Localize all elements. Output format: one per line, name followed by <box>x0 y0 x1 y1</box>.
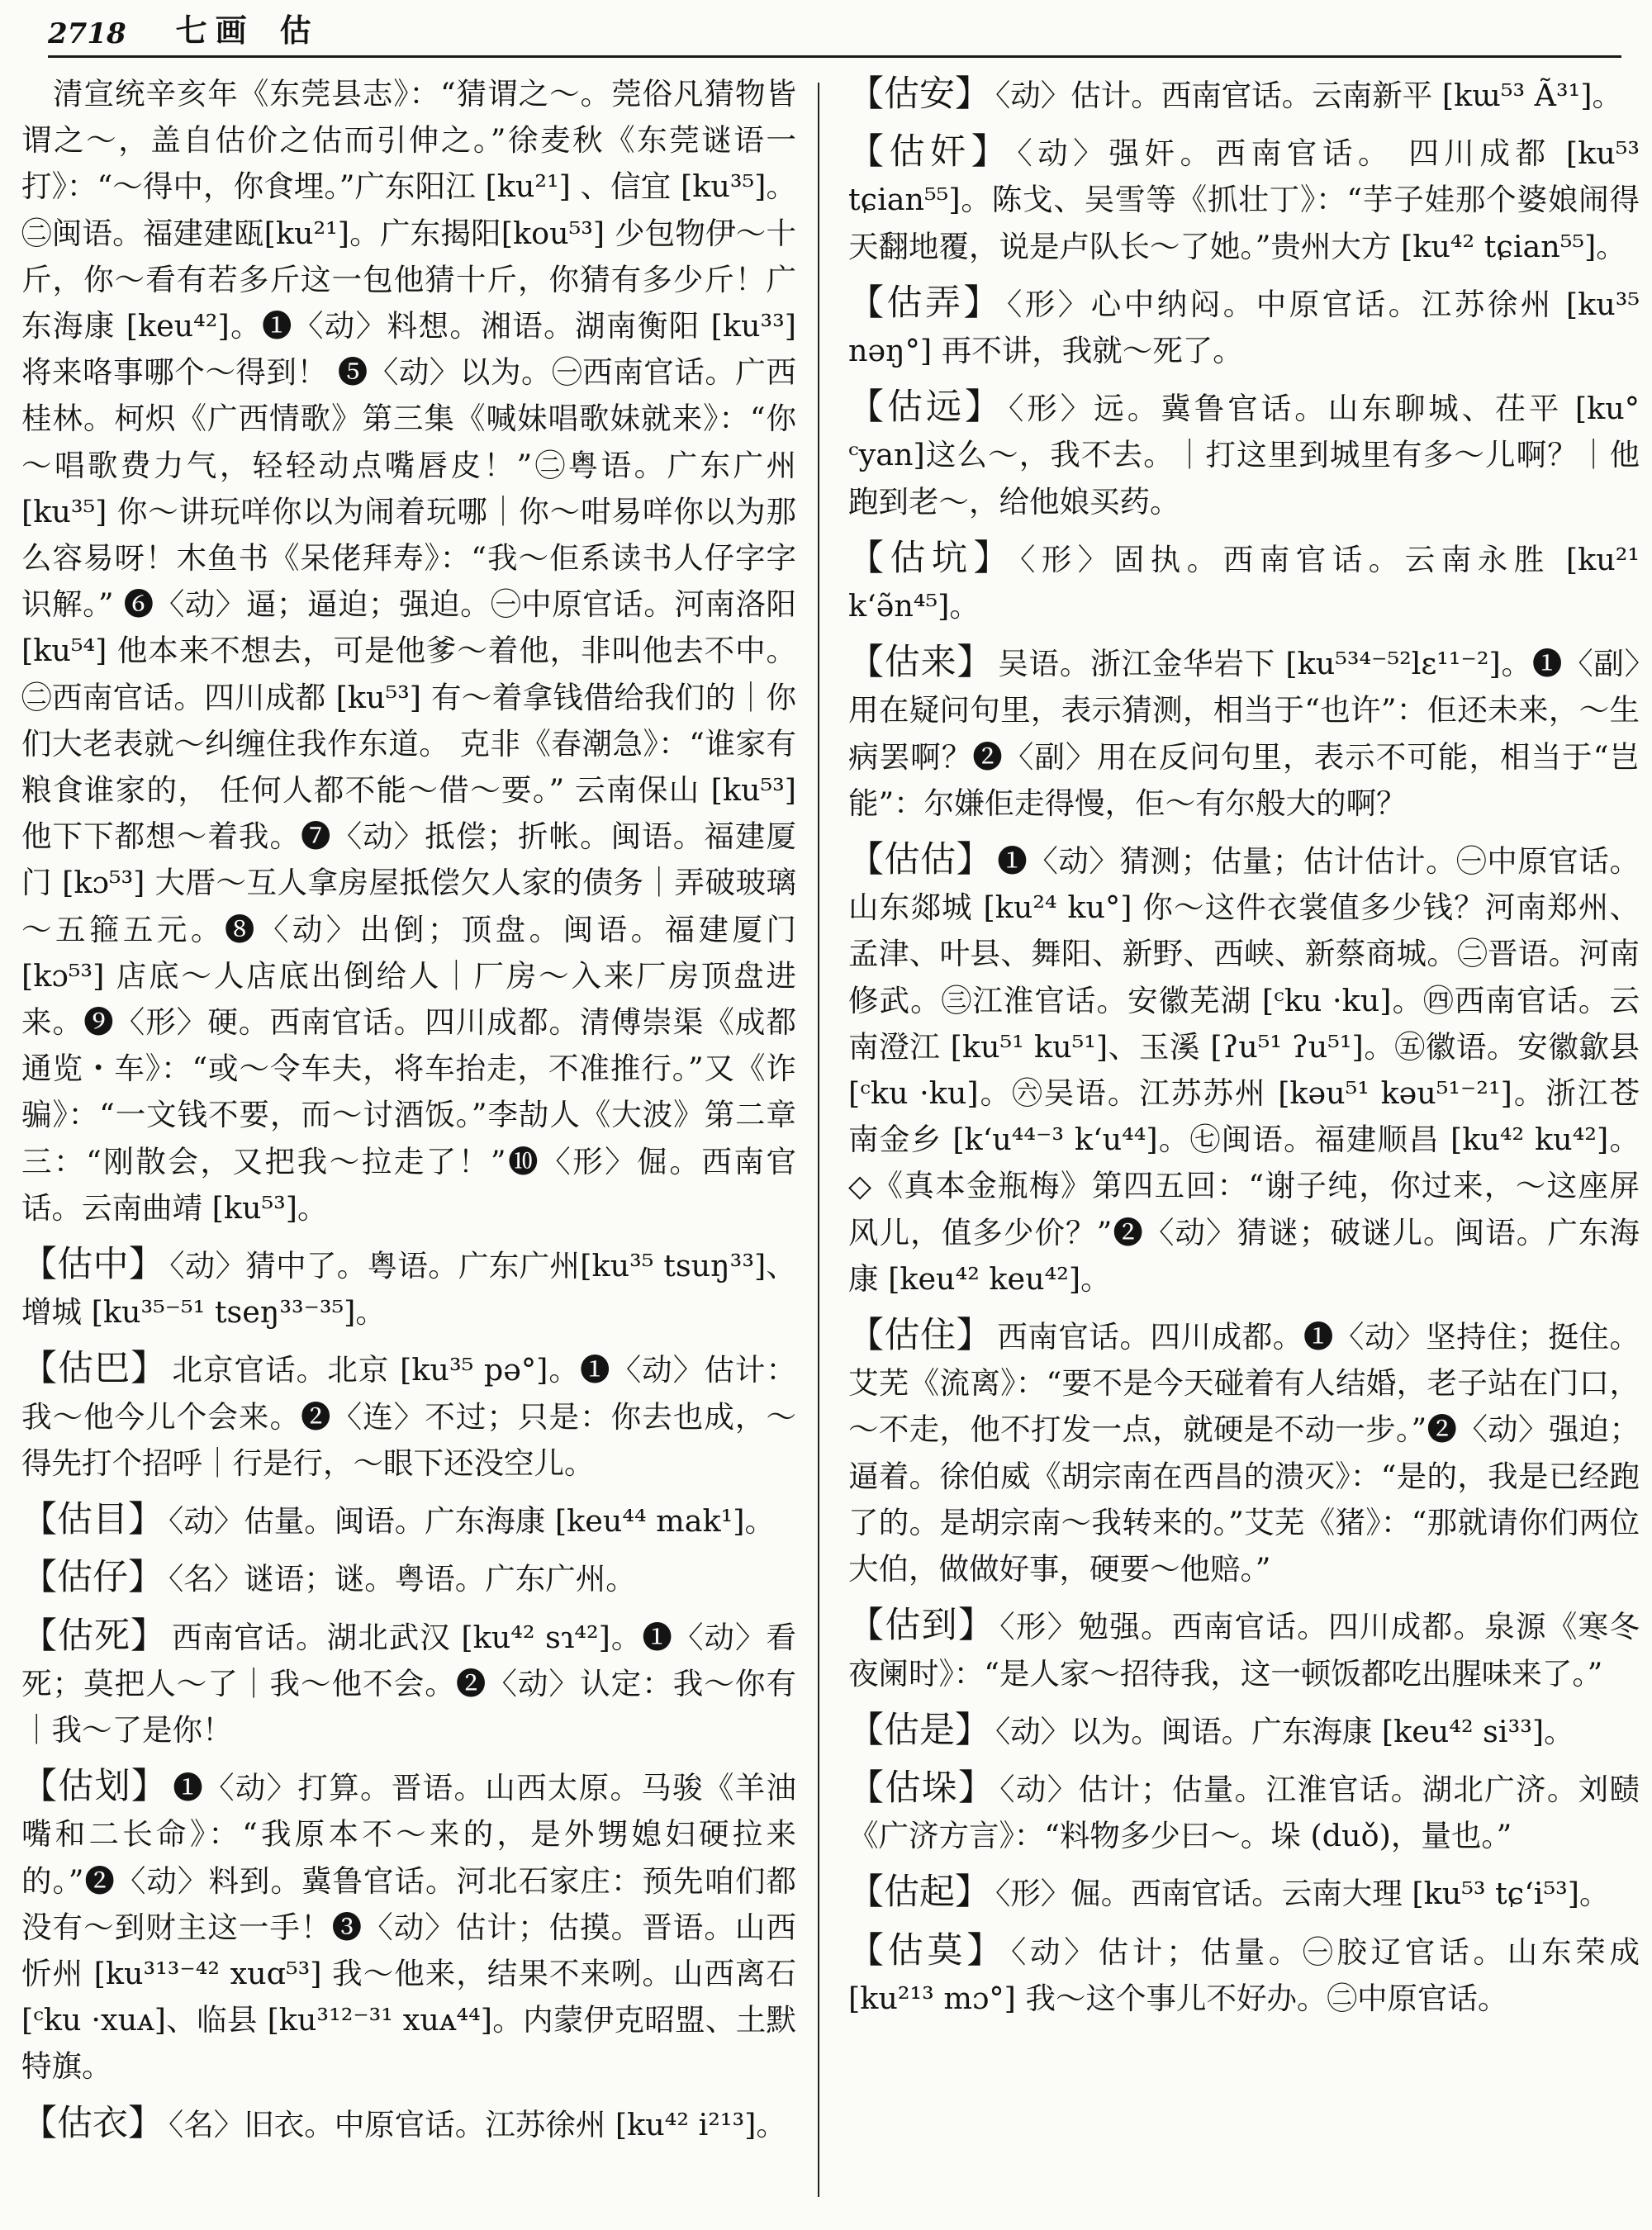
entry-headword: 【估划】 <box>21 1766 169 1808</box>
entry-headword: 【估垛】 <box>848 1767 995 1809</box>
entry-gu-nong <box>848 280 1640 374</box>
entry-text: 〈名〉谜语；谜。粤语。广东广州。 <box>169 1561 636 1597</box>
entry-gu-zai <box>21 1554 796 1602</box>
entry-text: 吴语。浙江金华岩下 [ku⁵³⁴⁻⁵²lɛ¹¹⁻²]。❶〈副〉用在疑问句里，表示猜测，相当于“也许”：佢还未来，～生病罢啊？❷〈副〉用在反问句里，表示不可能，相当于“岂能”：尔嫌佢走得慢，佢～有尔般大的啊？ <box>848 646 1640 821</box>
entry-headword: 【估莫】 <box>848 1929 1007 1971</box>
page-number: 2718 <box>48 17 126 50</box>
entry-text: ❶〈动〉打算。晋语。山西太原。马骏《羊油嘴和二长命》：“我原本不～来的，是外甥媳妇硬拉来的。”❷〈动〉料到。冀鲁官话。河北石家庄：预先咱们都没有～到财主这一手！❸〈动〉估计；估摸。晋语。山西忻州 [ku³¹³⁻⁴² xuɑ⁵³] 我～他来，结果不来咧。山西离石[ᶜku ·xuᴀ]、临县 [ku³¹²⁻³¹ xuᴀ⁴⁴]。内蒙伊克昭盟、土默特旗。 <box>21 1770 796 2085</box>
entry-text: 〈动〉估计；估量。江淮官话。湖北广济。刘赜《广济方言》：“料物多少曰～。垛 (duǒ)，量也。” <box>848 1771 1640 1854</box>
entry-gu-zhu <box>848 1312 1640 1592</box>
entry-gu-qi <box>848 1869 1640 1917</box>
entry-text: 西南官话。湖北武汉 [ku⁴² sɿ⁴²]。❶〈动〉看死；莫把人～了｜我～他不会。❷〈动〉认定：我～你有｜我～了是你！ <box>21 1619 796 1748</box>
entry-headword: 【估坑】 <box>848 537 1016 579</box>
entry-headword: 【估死】 <box>21 1615 168 1657</box>
entry-headword: 【估安】 <box>848 74 990 115</box>
right-column <box>848 71 1640 2218</box>
entry-gu-jian <box>848 129 1640 270</box>
entry-gu-an <box>848 71 1640 119</box>
entry-headword: 【估估】 <box>848 839 993 881</box>
entry-text: 〈动〉以为。闽语。广东海康 [keu⁴² si³³]。 <box>995 1713 1574 1749</box>
entry-text: 〈动〉强奸。西南官话。 四川成都 [ku⁵³ tɕian⁵⁵]。陈戈、吴雪等《抓壮丁》：“芋子娃那个婆娘闹得天翻地覆，说是卢队长～了她。”贵州大方 [ku⁴² tɕian⁵⁵]。 <box>848 135 1640 264</box>
entry-headword: 【估中】 <box>21 1244 165 1286</box>
entry-text: 〈形〉心中纳闷。中原官话。江苏徐州 [ku³⁵ nəŋ°] 再不讲，我就～死了。 <box>848 286 1640 369</box>
entry-text: 〈动〉猜中了。粤语。广东广州[ku³⁵ tsuŋ³³]、增城 [ku³⁵⁻⁵¹ tseŋ³³⁻³⁵]。 <box>21 1248 796 1331</box>
entry-text: 〈形〉远。冀鲁官话。山东聊城、茌平 [ku° ᶜyan]这么～，我不去。｜打这里到城里有多～儿啊？｜他跑到老～，给他娘买药。 <box>848 391 1640 520</box>
entry-gu-si <box>21 1613 796 1754</box>
entry-gu-mo <box>848 1928 1640 2022</box>
entry-gu-yi <box>21 2100 796 2148</box>
entry-gu-yuan <box>848 384 1640 525</box>
entry-headword: 【估住】 <box>848 1315 993 1357</box>
entry-headword: 【估是】 <box>848 1709 990 1751</box>
entry-gu-mu <box>21 1497 796 1544</box>
entry-text: 清宣统辛亥年《东莞县志》：“猜谓之～。莞俗凡猜物皆谓之～，盖自估价之估而引伸之。”徐麦秋《东莞谜语一打》：“～得中，你食埋。”广东阳江 [ku²¹] 、信宜 [ku³⁵]。㊁闽语。福建建瓯[ku²¹]。广东揭阳[kou⁵³] 少包物伊～十斤，你～看有若多斤这一包他猜十斤，你猜有多少斤！广东海康 [keu⁴²]。❶〈动〉料想。湘语。湖南衡阳 [ku³³] 将来咯事哪个～得到！ ❺〈动〉以为。㊀西南官话。广西桂林。柯炽《广西情歌》第三集《喊妹唱歌妹就来》：“你～唱歌费力气，轻轻动点嘴唇皮！”㊁粤语。广东广州 [ku³⁵] 你～讲玩咩你以为闹着玩哪｜你～咁易咩你以为那么容易呀！木鱼书《呆佬拜寿》：“我～佢系读书人仔字字识解。” ❻〈动〉逼；逼迫；强迫。㊀中原官话。河南洛阳 [ku⁵⁴] 他本来不想去，可是他爹～着他，非叫他去不中。㊁西南官话。四川成都 [ku⁵³] 有～着拿钱借给我们的｜你们大老表就～纠缠住我作东道。 克非《春潮急》：“谁家有粮食谁家的， 任何人都不能～借～要。” 云南保山 [ku⁵³] 他下下都想～着我。❼〈动〉抵偿；折帐。闽语。福建厦门 [kɔ⁵³] 大厝～互人拿房屋抵偿欠人家的债务｜弄破玻璃～五箍五元。❽〈动〉出倒；顶盘。闽语。福建厦门 [kɔ⁵³] 店底～人店底出倒给人｜厂房～入来厂房顶盘进来。❾〈形〉硬。西南官话。四川成都。清傅崇渠《成都通览・车》：“或～令车夫，将车抬走，不准推行。”又《诈骗》：“一文钱不要，而～讨酒饭。”李劼人《大波》第二章三：“刚散会，又把我～拉走了！”❿〈形〉倔。西南官话。云南曲靖 [ku⁵³]。 <box>21 76 796 1226</box>
entry-headword: 【估衣】 <box>21 2102 164 2144</box>
section-title: 七画 <box>175 12 255 49</box>
entry-gu-ba <box>21 1345 796 1487</box>
page-header <box>48 12 1621 58</box>
entry-continuation <box>21 71 796 1231</box>
entry-gu-duo <box>848 1765 1640 1859</box>
entry-headword: 【估目】 <box>21 1499 164 1541</box>
entry-headword: 【估仔】 <box>21 1557 164 1599</box>
entry-headword: 【估远】 <box>848 387 1004 429</box>
entry-text: 〈动〉估计。西南官话。云南新平 [kɯ⁵³ Ã³¹]。 <box>995 78 1623 113</box>
entry-gu-zhong <box>21 1241 796 1336</box>
head-character: 估 <box>279 12 320 49</box>
entry-gu-dao <box>848 1602 1640 1696</box>
entry-text: 〈动〉估量。闽语。广东海康 [keu⁴⁴ mak¹]。 <box>169 1503 776 1540</box>
entry-gu-lai <box>848 639 1640 827</box>
entry-headword: 【估奸】 <box>848 131 1013 173</box>
entry-text: 西南官话。四川成都。❶〈动〉坚持住；挺住。艾芜《流离》：“要不是今天碰着有人结婚，老子站在门口，～不走，他不打发一点，就硬是不动一步。”❷〈动〉强迫；逼着。徐伯威《胡宗南在西昌的溃灭》：“是的，我是已经跑了的。是胡宗南～我转来的。”艾芜《猪》：“那就请你们两位大伯，做做好事，硬要～他赔。” <box>848 1319 1640 1587</box>
left-column <box>21 71 796 2218</box>
entry-headword: 【估起】 <box>848 1872 990 1914</box>
entry-text: 〈名〉旧衣。中原官话。江苏徐州 [ku⁴² i²¹³]。 <box>169 2106 786 2142</box>
entry-text: 〈动〉估计；估量。㊀胶辽官话。山东荣成 [ku²¹³ mɔ°] 我～这个事儿不好办。㊁中原官话。 <box>848 1933 1640 2016</box>
entry-headword: 【估弄】 <box>848 282 1003 324</box>
entry-text: 〈形〉倔。西南官话。云南大理 [ku⁵³ tɕ‘i⁵³]。 <box>995 1876 1610 1912</box>
entry-text: 〈形〉固执。西南官话。云南永胜 [ku²¹ k‘ə̃n⁴⁵]。 <box>848 541 1640 624</box>
entry-headword: 【估巴】 <box>21 1348 168 1390</box>
entry-gu-shi <box>848 1707 1640 1755</box>
entry-text: ❶〈动〉猜测；估量；估计估计。㊀中原官话。山东郯城 [ku²⁴ ku°] 你～这件衣裳值多少钱？河南郑州、孟津、叶县、舞阳、新野、西峡、新蔡商城。㊁晋语。河南修武。㊂江淮官话。安徽芜湖 [ᶜku ·ku]。㊃西南官话。云南澄江 [ku⁵¹ ku⁵¹]、玉溪 [ʔu⁵¹ ʔu⁵¹]。㊄徽语。安徽歙县[ᶜku ·ku]。㊅吴语。江苏苏州 [kəu⁵¹ kəu⁵¹⁻²¹]。浙江苍南金乡 [k‘u⁴⁴⁻³ k‘u⁴⁴]。㊆闽语。福建顺昌 [ku⁴² ku⁴²]。◇《真本金瓶梅》第四五回：“谢子纯，你过来，～这座屏风儿，值多少价？”❷〈动〉猜谜；破谜儿。闽语。广东海康 [keu⁴² keu⁴²]。 <box>848 843 1640 1297</box>
entry-gu-gu <box>848 837 1640 1302</box>
entry-gu-hua <box>21 1763 796 2090</box>
entry-text: 〈形〉勉强。西南官话。四川成都。泉源《寒冬夜阑时》：“是人家～招待我，这一顿饭都吃出腥味来了。” <box>848 1609 1640 1691</box>
entry-text: 北京官话。北京 [ku³⁵ pə°]。❶〈动〉估计：我～他今儿个会来。❷〈连〉不过；只是：你去也成，～得先打个招呼｜行是行，～眼下还没空儿。 <box>21 1352 796 1481</box>
column-divider <box>818 83 819 2197</box>
entry-headword: 【估来】 <box>848 642 994 684</box>
entry-headword: 【估到】 <box>848 1605 995 1647</box>
entry-gu-keng <box>848 535 1640 629</box>
